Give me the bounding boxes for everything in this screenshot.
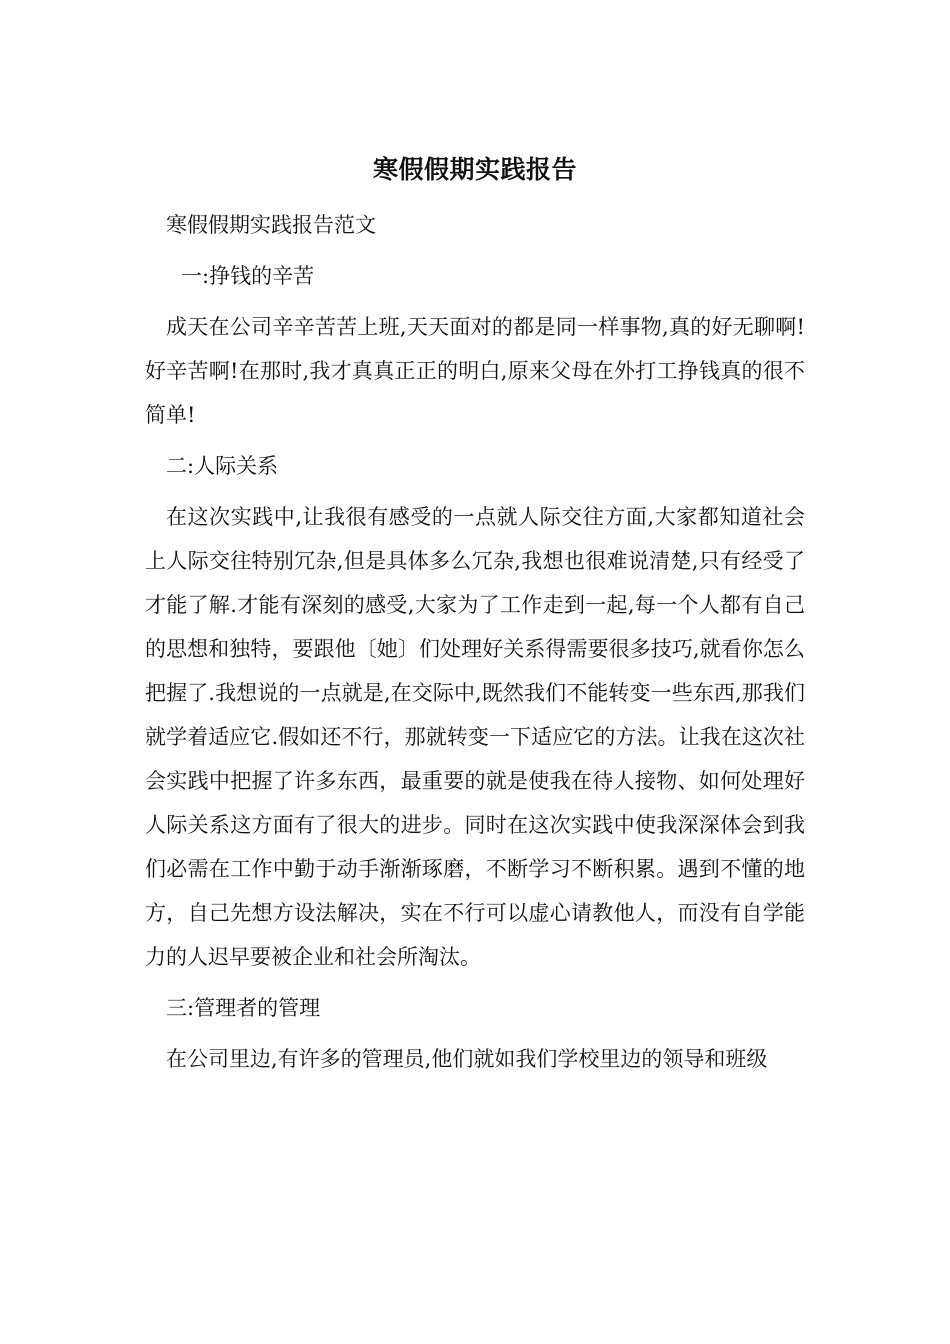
document-title: 寒假假期实践报告 — [372, 155, 577, 184]
section-paragraph-3: 在公司里边,有许多的管理员,他们就如我们学校里边的领导和班级 — [166, 1047, 768, 1071]
section-heading-2: 二:人际关系 — [166, 454, 279, 478]
section-paragraph-2: 在这次实践中,让我很有感受的一点就人际交往方面,大家都知道社会上人际交往特别冗杂,但是具体多么冗杂,我想也很难说清楚,只有经受了才能了解.才能有深刻的感受,大家为了工作走到一起,每一个人都有自己的思想和独特，要跟他〔她〕们处理好关系得需要很多技巧,就看你怎么把握了.我想说的一点就是,在交际中,既然我们不能转变一些东西,那我们就学着适应它.假如还不行，那就转变一下适应它的方法。让我在这次社会实践中把握了许多东西，最重要的就是使我在待人接物、如何处理好人际关系这方面有了很大的进步。同时在这次实践中使我深深体会到我们必需在工作中勤于动手渐渐琢磨，不断学习不断积累。遇到不懂的地方，自己先想方设法解决，实在不行可以虚心请教他人，而没有自学能力的人迟早要被企业和社会所淘汰。 — [145, 505, 805, 969]
document-body — [145, 203, 805, 1088]
section-paragraph-1: 成天在公司辛辛苦苦上班,天天面对的都是同一样事物,真的好无聊啊!好辛苦啊!在那时,我才真真正正的明白,原来父母在外打工挣钱真的很不简单! — [145, 315, 805, 427]
section-heading-3: 三:管理者的管理 — [166, 996, 321, 1020]
document-subtitle: 寒假假期实践报告范文 — [166, 213, 376, 237]
section-heading-1: 一:挣钱的辛苦 — [181, 264, 315, 288]
